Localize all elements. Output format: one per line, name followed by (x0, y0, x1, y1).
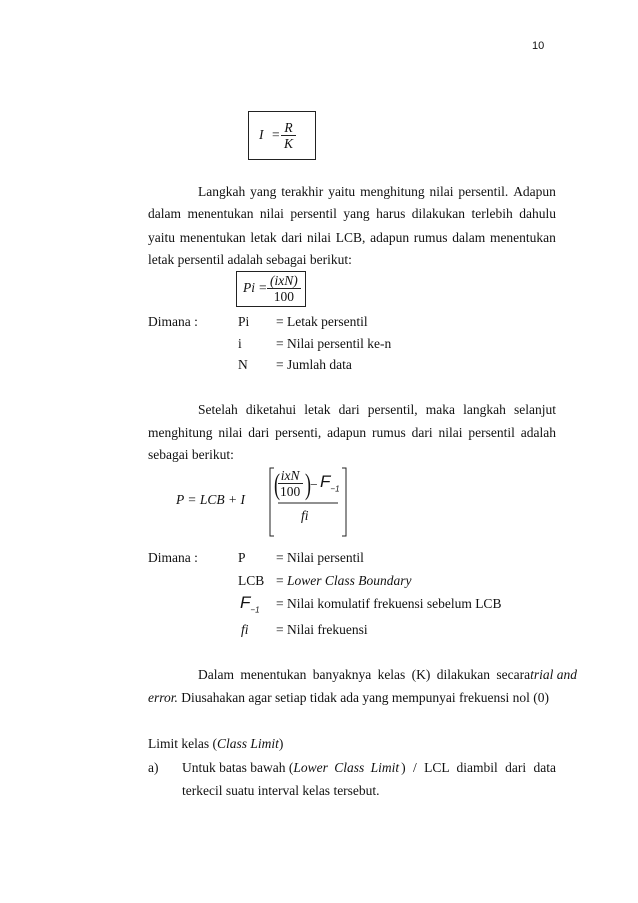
defs2-desc-1-eq: = (276, 573, 287, 588)
formula3-lhs: P = LCB + I (176, 492, 245, 507)
para1-line-1-word: menghitung (360, 184, 425, 199)
para1-line-1 (148, 184, 556, 200)
defs1-desc-1: = Nilai persentil ke-n (276, 336, 392, 351)
para2-line-2-word: dari (248, 425, 270, 440)
para1-line-1-word: terakhir (281, 184, 324, 199)
para1-line-2-word: yang (343, 206, 370, 221)
para1-line-3-word: yaitu (148, 230, 175, 245)
item-a-line1-pre (182, 760, 399, 776)
para1-line-3-word: adapun (370, 230, 410, 245)
defs2-sym-3: fi (241, 622, 249, 637)
defs1-sym-2: N (238, 357, 248, 372)
para1-line-4: letak persentil adalah sebagai berikut: (148, 252, 352, 267)
item-a-line-2: terkecil suatu interval kelas tersebut. (182, 783, 380, 798)
defs2-desc-1 (276, 573, 412, 589)
defs2-desc-1-italic: Lower Class Boundary (287, 573, 412, 588)
para1-line-1-word: Adapun (513, 184, 556, 199)
formula3-paren-open: ( (274, 468, 280, 501)
formula-box-i (248, 111, 316, 160)
formula3-paren-close: ) (305, 468, 311, 501)
fraction-denominator: 100 (273, 289, 294, 304)
section-heading-post: ) (278, 736, 284, 751)
para2-line-1-word: selanjut (514, 402, 556, 417)
para1-line-3-word: rumus (413, 230, 448, 245)
para1-line-1-word: yang (250, 184, 277, 199)
defs2-F-symbol: F (240, 593, 251, 612)
item-a-marker: a) (148, 760, 159, 775)
defs2-desc-2: = Nilai komulatif frekuensi sebelum LCB (276, 596, 502, 611)
defs2-desc-0: = Nilai persentil (276, 550, 364, 565)
para1-line-2-word: dalam (148, 206, 181, 221)
item-a-post-text: ) / LCL diambil dari data (401, 760, 556, 775)
formula-box-pi (236, 271, 306, 307)
para2-line-2-word: dari (411, 425, 433, 440)
para1-line-1-word: nilai (429, 184, 454, 199)
fraction-numerator: (ixN) (267, 273, 301, 289)
section-heading (148, 736, 556, 752)
para1-line-2 (148, 206, 556, 222)
para1-line-3-word: menentukan (489, 230, 556, 245)
defs2-F-sub: −1 (250, 605, 260, 615)
para2-line-2-word: adalah (520, 425, 556, 440)
defs2-sym-2 (240, 593, 260, 614)
para2-line-2-word: persentil (468, 425, 515, 440)
fraction-denominator: K (284, 136, 294, 151)
para1-line-3-word: menentukan (179, 230, 246, 245)
para3-line2-italic: error. (148, 690, 178, 705)
item-a-pre-text: Untuk batas bawah ( (182, 760, 294, 775)
para2-line-1-word: dari (338, 402, 360, 417)
formula3-F (320, 472, 340, 493)
defs1-label: Dimana : (148, 314, 198, 329)
formula3-inner-fraction (277, 468, 303, 499)
para2-line-2-word: nilai (218, 425, 243, 440)
defs1-sym-0: Pi (238, 314, 250, 329)
para3-line2-text: Diusahakan agar setiap tidak ada yang mempunyai frekuensi nol (0) (181, 690, 550, 705)
inner-denominator: 100 (280, 484, 301, 499)
formula-eq: = (272, 127, 280, 142)
formula-fraction (267, 273, 301, 304)
para2-line-1 (148, 402, 556, 418)
inner-numerator: ixN (278, 468, 303, 484)
section-heading-italic: Class Limit (216, 736, 279, 751)
formula3-minus: − (310, 477, 318, 492)
para2-line-1-word: diketahui (245, 402, 297, 417)
formula3-F-sub: −1 (330, 484, 340, 494)
para2-line-2-word: nilai (438, 425, 463, 440)
para1-line-3-word: dalam (452, 230, 486, 245)
para1-line-2-word: dahulu (519, 206, 556, 221)
para2-line-2-word: persenti, (275, 425, 322, 440)
defs1-desc-2: = Jumlah data (276, 357, 352, 372)
para1-line-2-word: persentil (290, 206, 337, 221)
para1-line-2-word: menentukan (187, 206, 254, 221)
para2-line-1-word: maka (425, 402, 455, 417)
para3-line1-italic: trial and (530, 667, 578, 682)
para2-line-1-word: letak (304, 402, 331, 417)
para1-line-1-word: persentil. (458, 184, 509, 199)
para1-line-3-word: nilai (307, 230, 332, 245)
para2-line-1-word: persentil, (367, 402, 418, 417)
section-heading-pre: Limit kelas ( (148, 736, 217, 751)
para1-line-2-word: harus (376, 206, 406, 221)
defs1-desc-0: = Letak persentil (276, 314, 368, 329)
para2-line-1-word: langkah (463, 402, 506, 417)
defs1-sym-1: i (238, 336, 242, 351)
formula-lhs: Pi (243, 280, 255, 295)
formula-fraction (281, 120, 296, 151)
para1-line-1-word: yaitu (328, 184, 356, 199)
defs2-sym-0: P (238, 550, 246, 565)
defs2-label: Dimana : (148, 550, 198, 565)
para1-line-3 (148, 230, 556, 246)
para1-line-3-word: LCB, (335, 230, 366, 245)
para2-line-1-word: Setelah (198, 402, 238, 417)
defs2-desc-3: = Nilai frekuensi (276, 622, 368, 637)
para3-line-2 (148, 690, 556, 706)
item-a-line-1 (182, 760, 556, 776)
formula3-F-symbol: F (320, 472, 331, 491)
para2-line-2-word: menghitung (148, 425, 213, 440)
para1-line-2-word: nilai (259, 206, 284, 221)
para1-line-3-word: letak (250, 230, 277, 245)
fraction-numerator: R (281, 120, 295, 136)
defs2-sym-1: LCB (238, 573, 265, 588)
formula-eq: = (259, 280, 267, 295)
para3-line-1 (148, 667, 578, 683)
para1-line-3-word: dari (281, 230, 303, 245)
para2-line-2 (148, 425, 556, 441)
formula3-denominator: fi (301, 508, 309, 523)
para3-line1-text: Dalam menentukan banyaknya kelas (K) dilakukan secara (198, 667, 531, 682)
para2-line-3: sebagai berikut: (148, 447, 234, 462)
page-number: 10 (532, 40, 545, 52)
para1-line-2-word: dilakukan (411, 206, 466, 221)
para2-line-2-word: rumus (371, 425, 406, 440)
para1-line-1-word: Langkah (198, 184, 246, 199)
para2-line-2-word: adapun (327, 425, 367, 440)
para1-line-2-word: terlebih (471, 206, 513, 221)
item-a-italic: Lower Class Limit (293, 760, 400, 775)
formula-lhs: I (259, 127, 264, 142)
